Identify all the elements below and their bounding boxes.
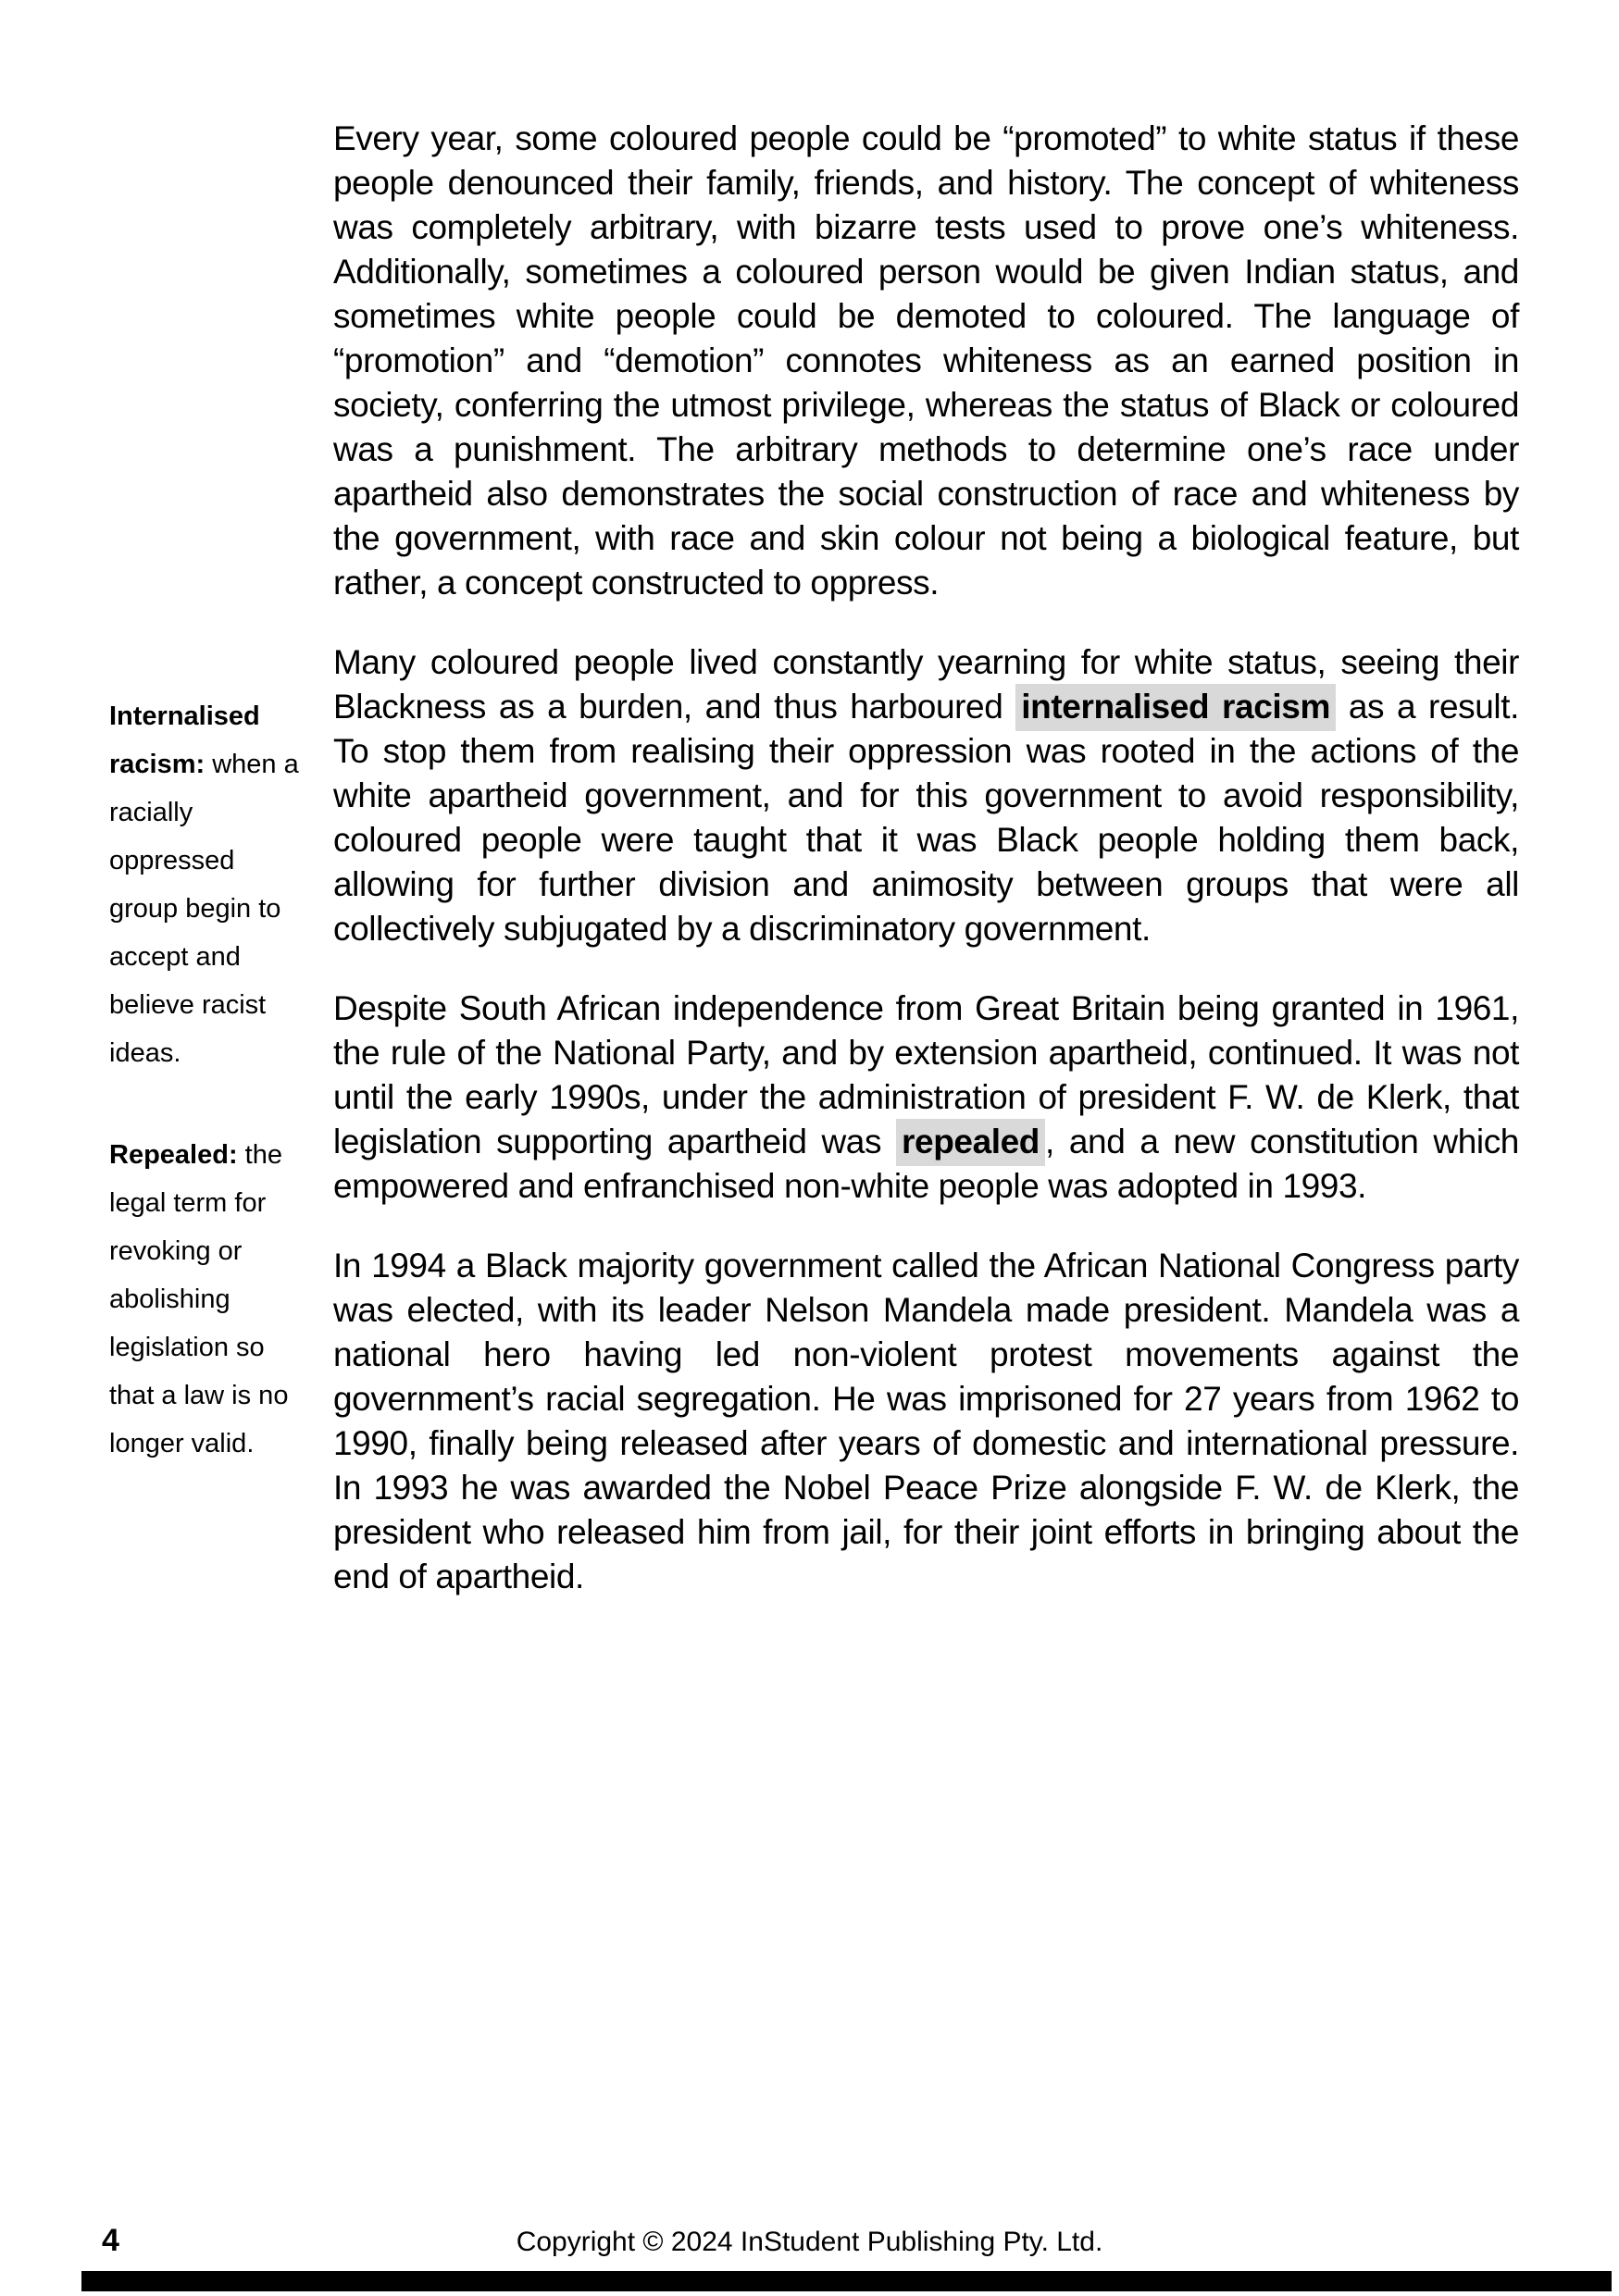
paragraph-mandela-election (333, 1244, 1519, 1599)
text-run: , and a new constitution which empowered and enfranchised non-white people was adopted in 1993. (333, 1123, 1519, 1205)
text-run: Every year, some coloured people could be “promoted” to white status if these people denounced their family, friends, and history. The concept of whiteness was completely arbitrary, with bizarre tests used to prove one’s whiteness. Additionally, sometimes a coloured person would be given Indian status, and sometimes white people could be demoted to coloured. The language of “promotion” and “demotion” connotes whiteness as an earned position in society, conferring the utmost privilege, whereas the status of Black or coloured was a punishment. The arbitrary methods to determine one’s race under apartheid also demonstrates the social construction of race and whiteness by the government, with race and skin colour not being a biological feature, but rather, a concept constructed to oppress. (333, 119, 1519, 602)
margin-note-repealed (109, 1131, 299, 1468)
highlighted-term: internalised racism (1015, 684, 1336, 731)
text-run: In 1994 a Black majority government called the African National Congress party was elected, with its leader Nelson Mandela made president. Mandela was a national hero having led non-violent protest movements against the government’s racial segregation. He was imprisoned for 27 years from 1962 to 1990, finally being released after years of domestic and international pressure. In 1993 he was awarded the Nobel Peace Prize alongside F. W. de Klerk, the president who released him from jail, for their joint efforts in bringing about the end of apartheid. (333, 1247, 1519, 1595)
text-run: as a result. To stop them from realising their oppression was rooted in the actions of the white apartheid government, and for this government to avoid responsibility, coloured people were taught that it was Black people holding them back, allowing for further division and animosity between groups that were all collectively subjugated by a discriminatory government. (333, 688, 1519, 948)
note-term: Internalised racism: (109, 701, 260, 779)
footer-bar (81, 2271, 1612, 2291)
paragraph-race-classification (333, 117, 1519, 605)
text-run: Many coloured people lived constantly yearning for white status, seeing their Blackness as a burden, and thus harboured (333, 643, 1519, 726)
copyright-notice: Copyright © 2024 InStudent Publishing Pty. Ltd. (516, 2227, 1103, 2257)
text-run: Despite South African independence from Great Britain being granted in 1961, the rule of the National Party, and by extension apartheid, continued. It was not until the early 1990s, under the administration of president F. W. de Klerk, that legislation supporting apartheid was (333, 989, 1519, 1160)
note-definition: when a racially oppressed group begin to accept and believe racist ideas. (109, 750, 299, 1068)
page-number: 4 (102, 2223, 119, 2258)
highlighted-term: repealed (896, 1119, 1045, 1166)
note-term: Repealed: (109, 1140, 238, 1170)
note-definition: the legal term for revoking or abolishing legislation so that a law is no longer valid. (109, 1140, 289, 1458)
margin-note-internalised-racism (109, 692, 299, 1077)
paragraph-repeal-of-apartheid (333, 987, 1519, 1209)
body-text (333, 117, 1519, 1634)
paragraph-internalised-racism (333, 640, 1519, 951)
